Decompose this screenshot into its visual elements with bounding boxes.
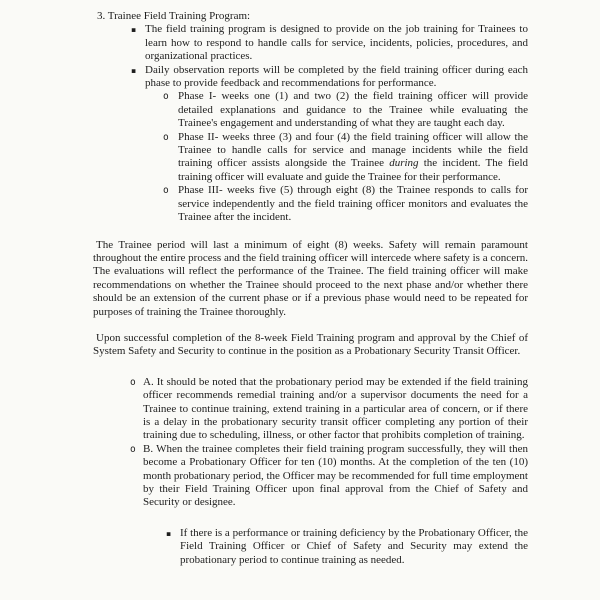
- list-item-phase-3: [163, 184, 528, 224]
- phase-text-italic: during: [389, 157, 419, 170]
- list-item-provision-a: [130, 376, 528, 443]
- provision-text: A. It should be noted that the probationary period may be extended if the field training officer recommends remedial training and/or a supervisor documents the need for a Trainee to continue training, extend training in a particular area of concern, or if there is a delay in the probationary security transit officer completing any portion of their training due to scheduling, illness, or other factor that prohibits completion of training.: [143, 375, 528, 442]
- bullet-text: Daily observation reports will be completed by the field training officer during each phase to provide feedback and recommendations for performance.: [145, 63, 528, 90]
- list-item-provision-b: [130, 443, 528, 510]
- phase-text-pre: Phase II- weeks three (3) and four (4) the field training officer will allow the Trainee to handle calls for service and manage incidents while the field training officer assists alongside the Trainee: [178, 130, 528, 170]
- list-item-phase-1: [163, 90, 528, 130]
- bullet-text: The field training program is designed to provide on the job training for Trainees to learn how to respond to handle calls for service, incidents, policies, procedures, and organizational practices.: [145, 23, 528, 63]
- square-bullet-icon: ▪: [166, 528, 172, 538]
- circle-bullet-icon: o: [163, 185, 169, 197]
- provision-text: B. When the trainee completes their field training program successfully, they will then become a Probationary Officer for ten (10) months. At the completion of the ten (10) month probationary period, the Officer may be recommended for full time employment by their Field Training Officer upon final approval from the Chief of Safety and Security or designee.: [143, 442, 528, 509]
- circle-bullet-icon: o: [130, 376, 136, 388]
- list-item-phase-2: [163, 131, 528, 185]
- phase-text: Phase I- weeks one (1) and two (2) the field training officer will provide detailed explanations and guidance to the Trainee while evaluating the Trainee's engagement and understanding of what they are taught each day.: [178, 90, 528, 130]
- section-heading: 3. Trainee Field Training Program:: [97, 10, 251, 22]
- phase-text: [178, 131, 528, 185]
- list-item-field-training-program: [131, 23, 528, 63]
- circle-bullet-icon: o: [163, 131, 169, 143]
- phase-text: Phase III- weeks five (5) through eight (8) the Trainee responds to calls for service independently and the field training officer monitors and evaluates the Trainee after the incident.: [178, 184, 528, 224]
- paragraph-trainee-period: The Trainee period will last a minimum of eight (8) weeks. Safety will remain paramount throughout the entire process and the field training officer will intercede where safety is a concern. The evaluations will reflect the performance of the Trainee. The field training officer will make recommendations on whether the Trainee should proceed to the next phase and/or whether there should be an extension of the current phase or if a previous phase would need to be repeated for purposes of training the Trainee thoroughly.: [93, 238, 528, 318]
- phase-text-post: the incident. The field training officer will evaluate and guide the Trainee for their performance.: [178, 157, 528, 183]
- note-text: If there is a performance or training deficiency by the Probationary Officer, the Field Training Officer or Chief of Safety and Security may extend the probationary period to continue training as needed.: [180, 526, 528, 566]
- circle-bullet-icon: o: [163, 91, 169, 103]
- square-bullet-icon: ▪: [131, 65, 137, 75]
- list-item-daily-observation: [131, 64, 528, 91]
- square-bullet-icon: ▪: [131, 25, 137, 35]
- provisions-list: [0, 376, 600, 510]
- circle-bullet-icon: o: [130, 443, 136, 455]
- list-item-deficiency-note: [166, 527, 528, 567]
- paragraph-upon-completion: Upon successful completion of the 8-week Field Training program and approval by the Chief of System Safety and Security to continue in the position as a Probationary Security Transit Officer.: [93, 331, 528, 358]
